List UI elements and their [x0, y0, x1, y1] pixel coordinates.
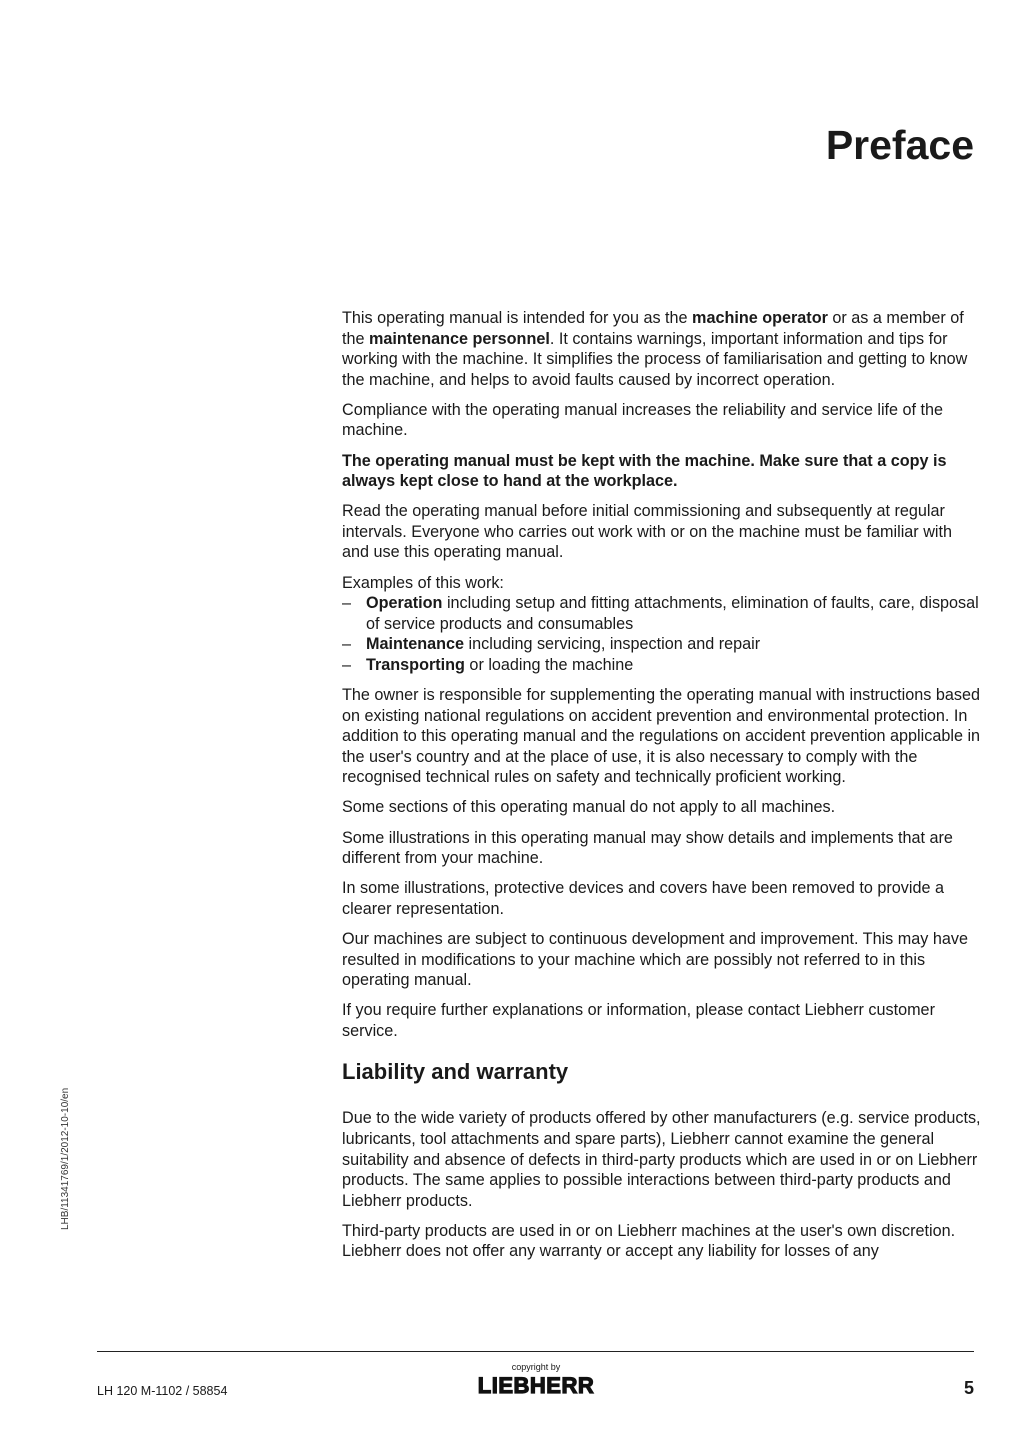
footer-divider [97, 1351, 974, 1352]
bold-term: Transporting [366, 655, 465, 674]
preface-paragraph: The owner is responsible for supplementing the operating manual with instructions based on existing national regulations on accident prevention and environmental protection. In addition to this operating manual and the regulations on accident prevention applicable in the user's country and at the place of use, it is also necessary to comply with the recognised technical rules on safety and technically proficient working. [342, 686, 981, 787]
footer-brand [462, 1362, 610, 1396]
preface-paragraph: Compliance with the operating manual increases the reliability and service life of the machine. [342, 400, 944, 440]
list-item-text: or loading the machine [464, 655, 634, 674]
preface-paragraph: Read the operating manual before initial commissioning and subsequently at regular intervals. Everyone who carries out work with or on the machine must be familiar with and use this operating manual. [342, 502, 952, 562]
dash-bullet: – [342, 594, 352, 613]
preface-paragraph: Some illustrations in this operating manual may show details and implements that are different from your machine. [342, 828, 953, 868]
preface-paragraph: Our machines are subject to continuous development and improvement. This may have resulted in modifications to your machine which are possibly not referred to in this operating manual. [342, 929, 968, 990]
copyright-text: copyright by [511, 1362, 561, 1372]
dash-bullet: – [342, 655, 352, 674]
important-notice: The operating manual must be kept with the machine. Make sure that a copy is always kept close to hand at the workplace. [342, 451, 947, 491]
main-content [342, 308, 982, 1272]
examples-intro: Examples of this work: [342, 573, 504, 592]
document-code: LHB/11341769/1/2012-10-10/en [60, 1087, 71, 1230]
page-number: 5 [963, 1378, 974, 1398]
logo-wordmark: LIEBHERR [477, 1374, 595, 1396]
page-title: Preface [825, 122, 974, 168]
preface-paragraph: If you require further explanations or information, please contact Liebherr customer service. [342, 1001, 935, 1040]
list-item [342, 593, 982, 634]
text-run: This operating manual is intended for you as the [342, 309, 693, 327]
liebherr-logo [462, 1374, 610, 1396]
text-run: or as a member of the [342, 309, 964, 348]
examples-list [342, 593, 982, 675]
bold-term: machine operator [692, 309, 828, 327]
dash-bullet: – [342, 635, 352, 654]
list-item [342, 655, 982, 676]
preface-paragraph: In some illustrations, protective devices and covers have been removed to provide a clearer representation. [342, 879, 944, 918]
bold-term: maintenance personnel [369, 329, 550, 348]
footer-model: LH 120 M-1102 / 58854 [97, 1384, 228, 1398]
list-item-text: including servicing, inspection and repair [464, 635, 761, 654]
preface-paragraph [342, 308, 982, 390]
bold-term: Operation [366, 594, 443, 613]
section-heading: Liability and warranty [342, 1059, 569, 1085]
liability-paragraph: Third-party products are used in or on Liebherr machines at the user's own discretion. Liebherr does not offer any warranty or accept any liability for losses of any [342, 1221, 956, 1261]
text-run: . It contains warnings, important information and tips for working with the machine. It simplifies the process of familiarisation and getting to know the machine, and helps to avoid faults caused by incorrect operation. [342, 329, 968, 389]
preface-paragraph: Some sections of this operating manual do not apply to all machines. [342, 798, 836, 817]
list-item [342, 634, 982, 655]
liability-paragraph: Due to the wide variety of products offered by other manufacturers (e.g. service products, lubricants, tool attachments and spare parts), Liebherr cannot examine the general suitability and absence of defects in third-party products which are used in or on Liebherr products. The same applies to possible interactions between third-party products and Liebherr products. [342, 1109, 981, 1210]
bold-term: Maintenance [366, 635, 465, 654]
list-item-text: including setup and fitting attachments, elimination of faults, care, disposal of service products and consumables [366, 594, 979, 633]
